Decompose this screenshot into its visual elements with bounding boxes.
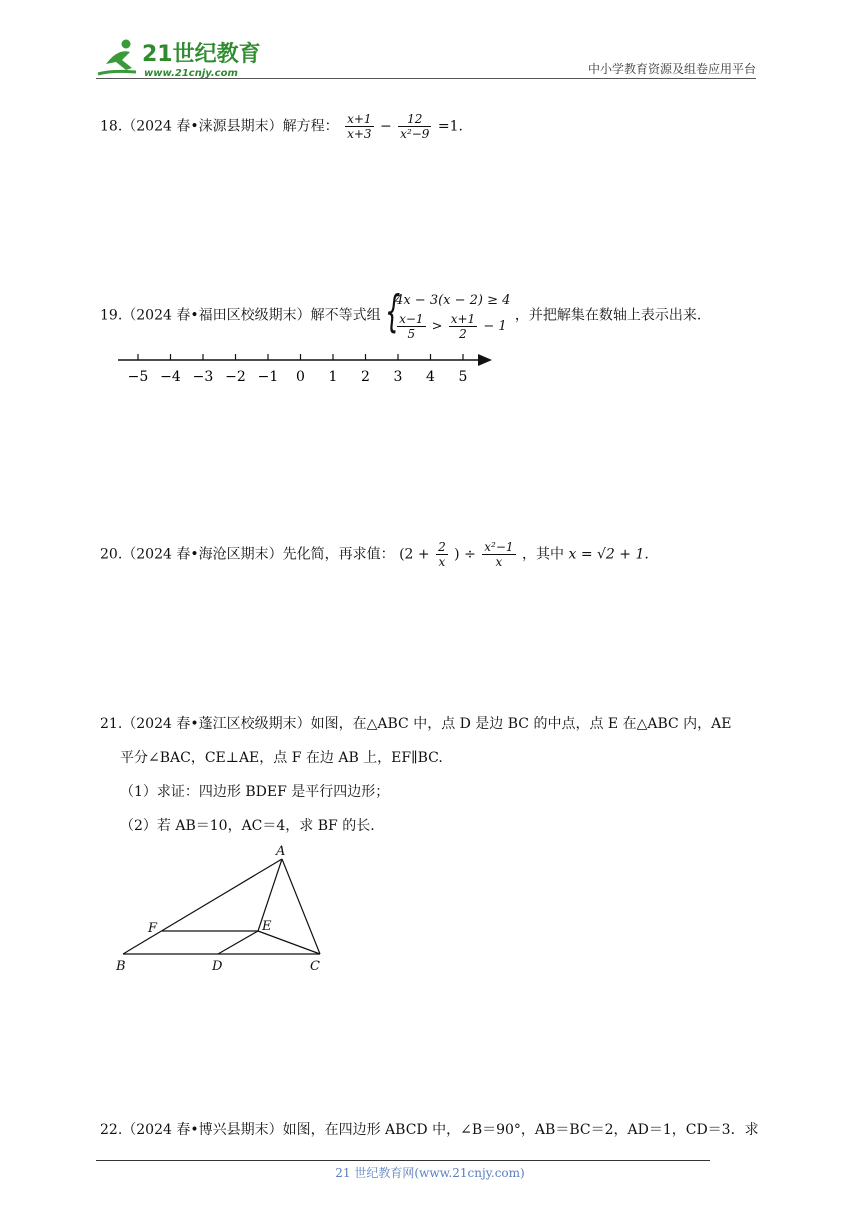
tick-label: 0: [296, 369, 305, 385]
footer-text: 21 世纪教育网(www.21cnjy.com): [335, 1166, 525, 1180]
tick-label: −3: [192, 369, 214, 385]
q18-fraction-1: $\frac{x+1}{x+3}$: [347, 112, 372, 141]
logo-text: 21世纪教育: [142, 42, 261, 67]
question-19: [100, 286, 702, 341]
question-20: 20.（2024 春•海沧区期末）先化简，再求值： (2 + $\frac{2}{x}$ ) ÷ $\frac{\text{x²−1}}{x}$ ，其中 x = √2 + 1.: [100, 540, 649, 569]
footer-divider: [96, 1160, 710, 1161]
segment-de: [218, 931, 258, 954]
tick-label: −2: [225, 369, 246, 385]
q18-prefix: 18.（2024 春•涞源县期末）解方程：: [100, 118, 339, 135]
q21-line-1: 21.（2024 春•蓬江区校级期末）如图，在△ABC 中，点 D 是边 BC 的中点，点 E 在△ABC 内，AE: [100, 716, 732, 732]
tick-label: −1: [257, 369, 279, 385]
label-a: A: [276, 844, 286, 859]
platform-name: 中小学教育资源及组卷应用平台: [587, 62, 756, 76]
q20-prefix: 20.（2024 春•海沧区期末）先化简，再求值：: [100, 546, 395, 563]
tick-label: −5: [127, 369, 149, 385]
q19-inequality-system: { 4x − 3(x − 2) ≥ 4 $\frac{x-1}{5}$ > $\frac{x+1}{2}$ − 1: [385, 286, 511, 341]
segment-ab: [123, 859, 282, 954]
segment-ac: [282, 859, 320, 954]
tick-label: −4: [160, 369, 181, 385]
q22-line-1: 22.（2024 春•博兴县期末）如图，在四边形 ABCD 中，∠B＝90°，AB＝BC＝2，AD＝1，CD＝3．求: [100, 1122, 759, 1138]
q20-condition: x = √2 + 1.: [568, 546, 649, 563]
q18-fraction-2: $\frac{12}{\text{x²−9}}$: [400, 112, 430, 141]
label-d: D: [212, 959, 223, 974]
number-line: [110, 348, 500, 388]
q19-prefix: 19.（2024 春•福田区校级期末）解不等式组: [100, 307, 381, 324]
q19-suffix: ，并把解集在数轴上表示出来.: [514, 307, 702, 324]
arrow-right-icon: [478, 354, 492, 366]
site-logo: [92, 34, 262, 82]
header-divider: [96, 78, 756, 79]
tick-label: 4: [426, 369, 435, 385]
logo-url: www.21cnjy.com: [144, 68, 238, 79]
brace-icon: {: [385, 286, 401, 337]
triangle-figure: [110, 840, 340, 980]
segment-ec: [258, 931, 320, 954]
label-c: C: [310, 959, 320, 974]
label-b: B: [116, 959, 126, 974]
tick-label: 3: [393, 369, 403, 385]
q21-line-2: 平分∠BAC，CE⊥AE，点 F 在边 AB 上，EF∥BC.: [120, 750, 443, 766]
tick-label: 2: [361, 369, 370, 385]
question-18: 18.（2024 春•涞源县期末）解方程： $\frac{x+1}{x+3}$ − $\frac{12}{\text{x²−9}}$ =1.: [100, 112, 463, 141]
label-e: E: [262, 919, 272, 934]
q21-part-1: （1）求证：四边形 BDEF 是平行四边形；: [120, 784, 390, 800]
runner-icon: [98, 40, 136, 75]
q20-fraction-1: $\frac{2}{x}$: [438, 540, 446, 569]
label-f: F: [148, 921, 158, 936]
tick-label: 1: [328, 369, 338, 385]
q21-part-2: （2）若 AB＝10，AC＝4，求 BF 的长.: [120, 818, 375, 834]
q20-fraction-2: $\frac{\text{x²−1}}{x}$: [484, 540, 514, 569]
q18-tail: =1.: [437, 118, 463, 135]
tick-label: 5: [458, 369, 468, 385]
